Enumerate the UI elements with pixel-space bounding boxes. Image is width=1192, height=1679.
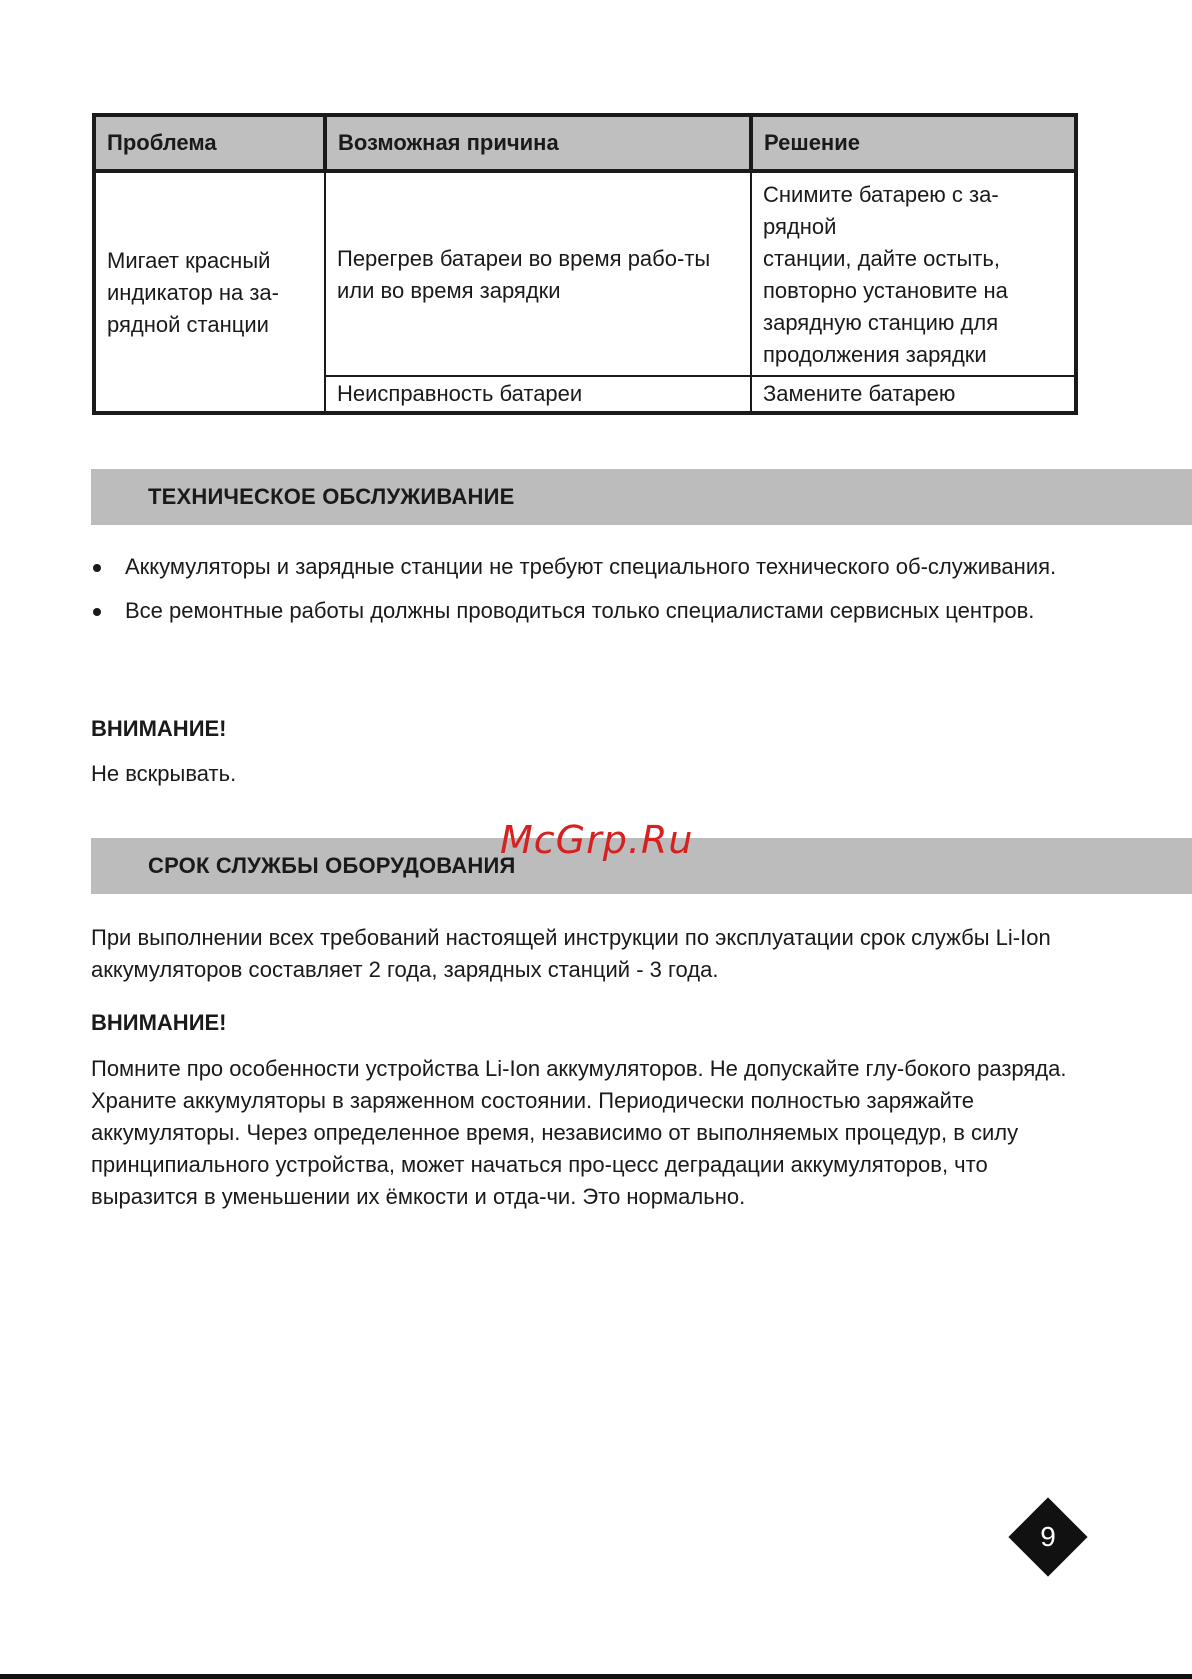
- cause-cell: [325, 171, 751, 376]
- warning-text: Не вскрывать.: [91, 761, 237, 786]
- section-heading-lifetime: СРОК СЛУЖБЫ ОБОРУДОВАНИЯ: [91, 838, 1192, 894]
- warning-title: ВНИМАНИЕ!: [91, 1010, 227, 1035]
- bullet-icon: [93, 564, 101, 572]
- list-item: [91, 595, 1081, 627]
- table-row: [94, 171, 1076, 376]
- troubleshooting-table: [92, 113, 1078, 415]
- maintenance-bullet-list: [91, 551, 1081, 639]
- solution-cell: [751, 171, 1076, 376]
- solution-cell: [751, 376, 1076, 413]
- header-cause: Возможная причина: [325, 115, 751, 171]
- page-number-badge: [1008, 1497, 1088, 1577]
- header-problem: Проблема: [94, 115, 325, 171]
- bullet-icon: [93, 608, 101, 616]
- bullet-text: Все ремонтные работы должны проводиться только специалистами сервисных центров.: [125, 598, 1035, 623]
- list-item: [91, 551, 1081, 583]
- solution-line: Снимите батарею с за-: [763, 182, 999, 207]
- table-header-row: [94, 115, 1076, 171]
- section-heading-maintenance: ТЕХНИЧЕСКОЕ ОБСЛУЖИВАНИЕ: [91, 469, 1192, 525]
- solution-line: рядной: [763, 214, 837, 239]
- bullet-text: Аккумуляторы и зарядные станции не требуют специального технического об-служивания.: [125, 554, 1057, 579]
- solution-line: Замените батарею: [763, 381, 956, 406]
- watermark-text: McGrp.Ru: [500, 818, 694, 862]
- solution-line: станции, дайте остыть,: [763, 246, 1000, 271]
- solution-line: повторно установите на: [763, 278, 1008, 303]
- problem-text: Мигает красный индикатор на за-рядной станции: [107, 248, 279, 337]
- cause-text: Перегрев батареи во время рабо-ты или во время зарядки: [337, 246, 711, 303]
- page-number: 9: [1040, 1521, 1056, 1552]
- solution-line: продолжения зарядки: [763, 342, 987, 367]
- solution-line: зарядную станцию для: [763, 310, 999, 335]
- cause-cell: [325, 376, 751, 413]
- warning-title: ВНИМАНИЕ!: [91, 716, 227, 741]
- warning-text: Помните про особенности устройства Li-Ion аккумуляторов. Не допускайте глу-бокого разряда. Храните аккумуляторы в заряженном состоянии. Периодически полностью заряжайте аккумуляторы. Через определенное время, независимо от выполняемых процедур, в силу принципиального устройства, может начаться про-цесс деградации аккумуляторов, что выразится в уменьшении их ёмкости и отда-чи. Это нормально.: [91, 1056, 1067, 1209]
- cause-text: Неисправность батареи: [337, 381, 583, 406]
- header-solution: Решение: [751, 115, 1076, 171]
- lifetime-text: При выполнении всех требований настоящей инструкции по эксплуатации срок службы Li-Ion аккумуляторов составляет 2 года, зарядных станций - 3 года.: [91, 925, 1051, 982]
- bottom-divider: [0, 1674, 1192, 1679]
- problem-cell: [94, 171, 325, 413]
